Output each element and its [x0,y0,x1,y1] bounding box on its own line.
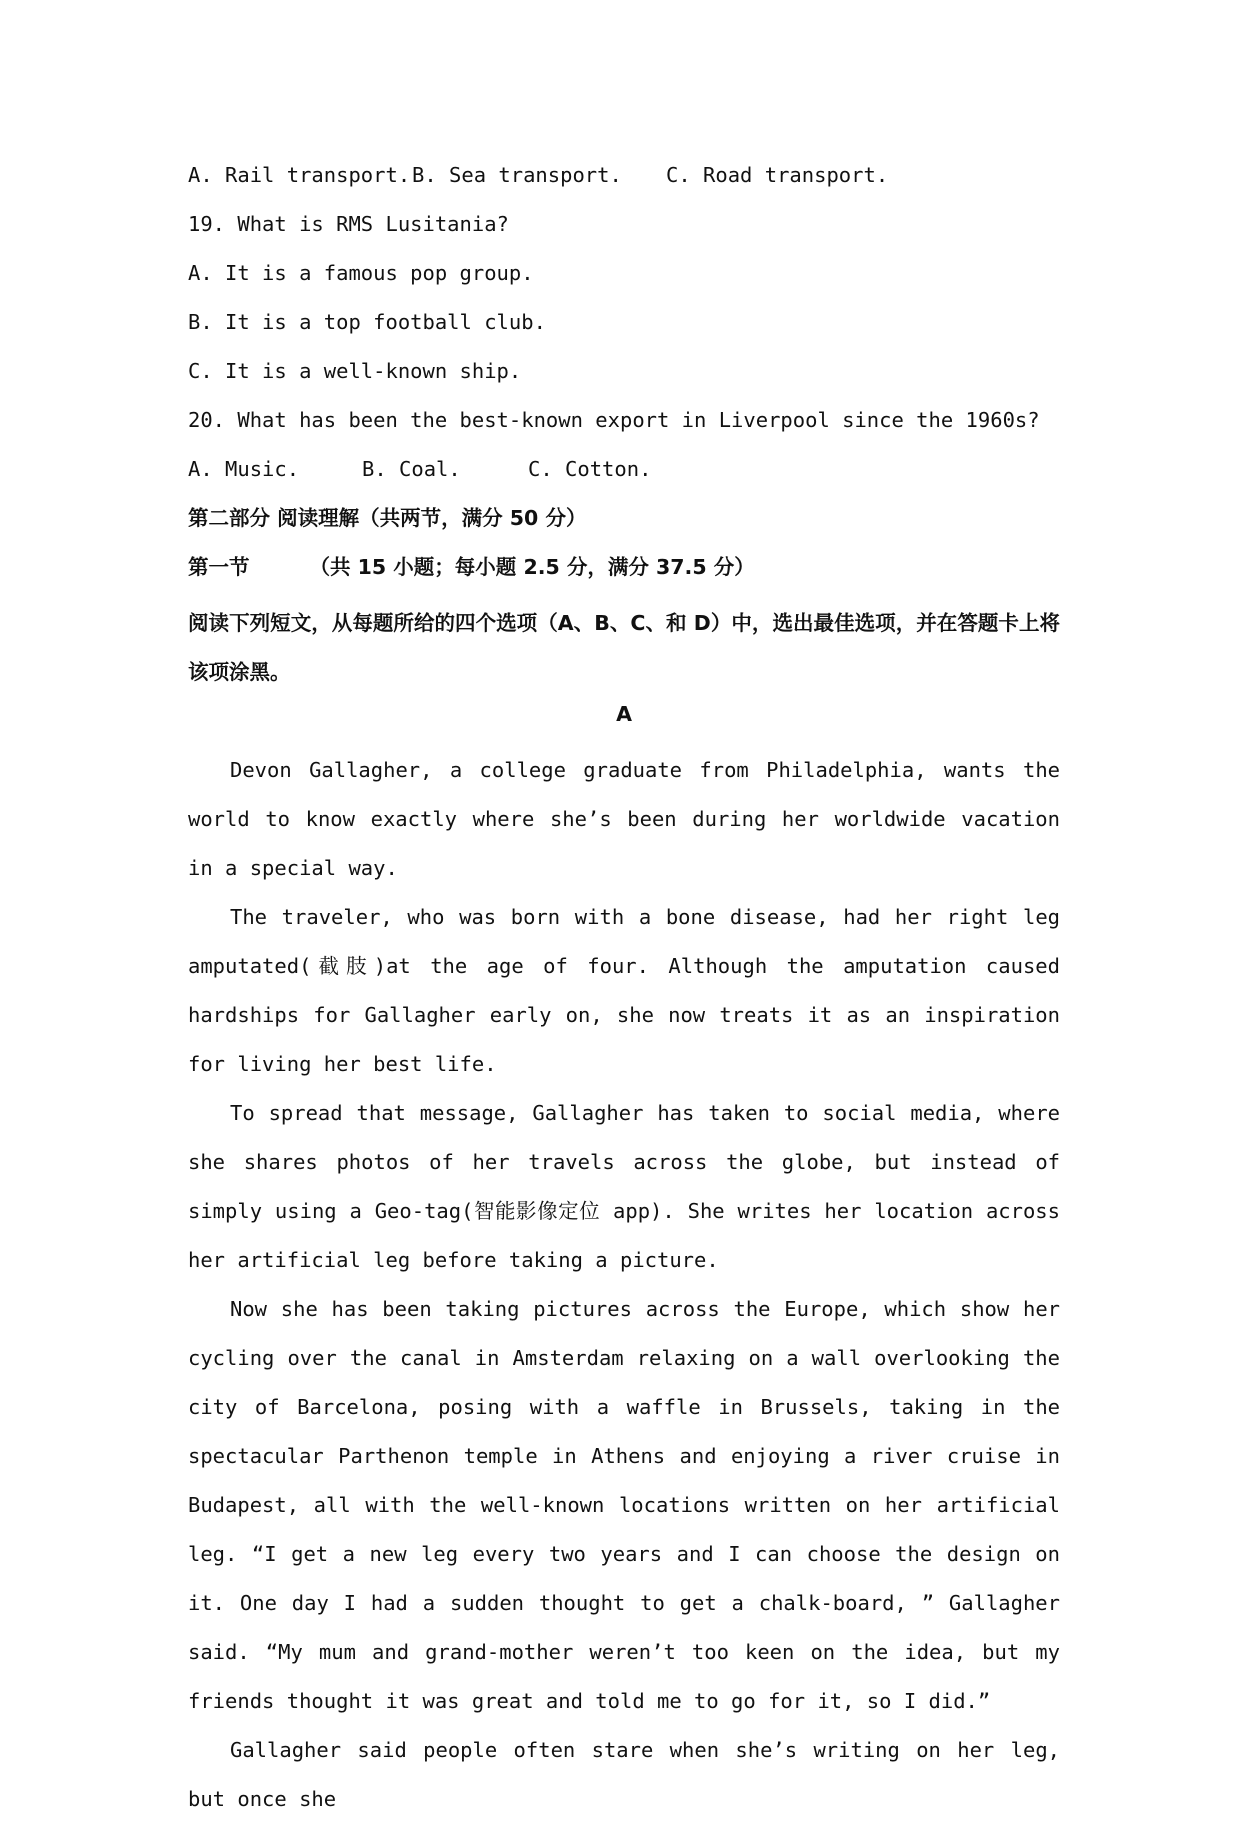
q18-option-b[interactable]: B. Sea transport. [412,163,622,187]
passage-paragraph-1: Devon Gallagher, a college graduate from Philadelphia, wants the world to know exactly where she’s been during her worldwide vacation in a special way. [188,758,1060,880]
q20-question: 20. What has been the best-known export in Liverpool since the 1960s? [188,408,1040,432]
q20-option-a[interactable]: A. Music. [188,457,300,481]
section1-label: 第一节 [188,555,250,579]
passage-paragraph-5: Gallagher said people often stare when she’s writing on her leg, but once she [188,1738,1060,1811]
q19-option-b[interactable]: B. It is a top football club. [188,310,546,334]
q20-options [188,452,1060,501]
q20-option-b[interactable]: B. Coal. [362,457,461,481]
section1-heading [188,550,1060,599]
q18-option-a[interactable]: A. Rail transport. [188,163,411,187]
part2-heading: 第二部分 阅读理解（共两节，满分 50 分） [188,506,587,530]
passage-title: A [616,702,632,726]
passage-paragraph-3: To spread that message, Gallagher has taken to social media, where she shares photos of her travels across the globe, but instead of simply using a Geo-tag(智能影像定位 app). She writes her location across her artificial leg before taking a picture. [188,1101,1060,1272]
q18-option-c[interactable]: C. Road transport. [666,163,889,187]
passage-paragraph-2: The traveler, who was born with a bone disease, had her right leg amputated(截肢)at the age of four. Although the amputation caused hardships for Gallagher early on, she now treats it as an inspiration for living her best life. [188,905,1060,1076]
reading-instructions: 阅读下列短文，从每题所给的四个选项（A、B、C、和 D）中，选出最佳选项，并在答题卡上将该项涂黑。 [188,611,1060,684]
section1-info: （共 15 小题；每小题 2.5 分，满分 37.5 分） [309,555,755,579]
exam-page [188,158,1060,1824]
passage-paragraph-4: Now she has been taking pictures across the Europe, which show her cycling over the canal in Amsterdam relaxing on a wall overlooking the city of Barcelona, posing with a waffle in Brussels, taking in the spectacular Parthenon temple in Athens and enjoying a river cruise in Budapest, all with the well-known locations written on her artificial leg. “I get a new leg every two years and I can choose the design on it. One day I had a sudden thought to get a chalk-board, ” Gallagher said. “My mum and grand-mother weren’t too keen on the idea, but my friends thought it was great and told me to go for it, so I did.” [188,1297,1060,1713]
q19-option-a[interactable]: A. It is a famous pop group. [188,261,534,285]
q20-option-c[interactable]: C. Cotton. [528,457,652,481]
q19-option-c[interactable]: C. It is a well-known ship. [188,359,522,383]
q19-question: 19. What is RMS Lusitania? [188,212,509,236]
q18-options [188,158,1060,207]
